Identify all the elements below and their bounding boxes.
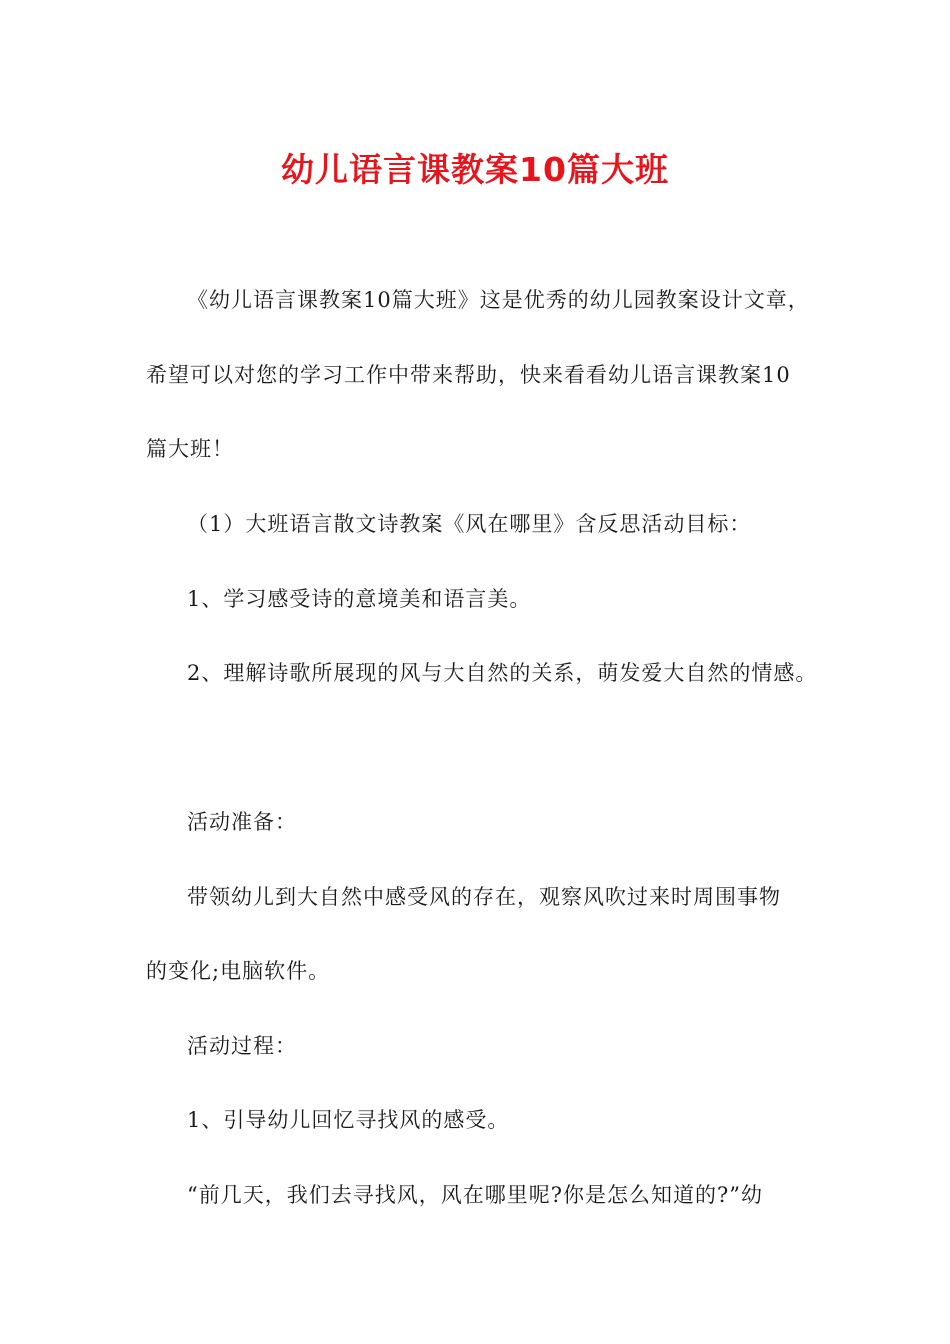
paragraph-line: 1、引导幼儿回忆寻找风的感受。 xyxy=(187,1108,510,1132)
paragraph-line: 活动准备： xyxy=(187,810,297,834)
document-title: 幼儿语言课教案10篇大班 xyxy=(281,150,669,189)
paragraph-line: 2、理解诗歌所展现的风与大自然的关系，萌发爱大自然的情感。 xyxy=(187,661,818,685)
paragraph-line: 1、学习感受诗的意境美和语言美。 xyxy=(187,587,532,611)
paragraph-line: 希望可以对您的学习工作中带来帮助，快来看看幼儿语言课教案10 xyxy=(146,363,791,387)
paragraph-line: 的变化;电脑软件。 xyxy=(146,959,331,983)
paragraph-line: 篇大班！ xyxy=(146,437,234,461)
paragraph-line: 带领幼儿到大自然中感受风的存在，观察风吹过来时周围事物 xyxy=(187,885,781,909)
paragraph-line: 活动过程： xyxy=(187,1034,297,1058)
paragraph-line: “前几天，我们去寻找风，风在哪里呢?你是怎么知道的?”幼 xyxy=(187,1183,763,1207)
paragraph-line: 《幼儿语言课教案10篇大班》这是优秀的幼儿园教案设计文章， xyxy=(187,288,810,312)
paragraph-line: （1）大班语言散文诗教案《风在哪里》含反思活动目标： xyxy=(187,512,752,536)
